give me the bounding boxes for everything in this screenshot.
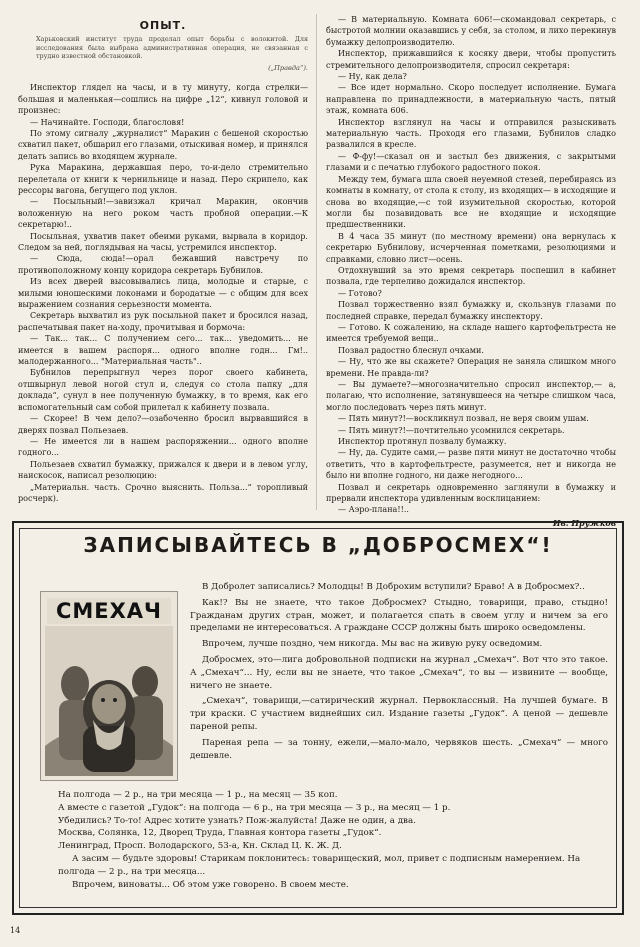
article-paragraph: Между тем, бумага шла своей неуемной стезей, перебираясь из комнаты в комнату, от стола к столу, из входящих— в исходящие и снова во входящие,—с той изумительной скоростью, которой могли бы позавидовать все не входящие и исходящие предшественники. <box>326 174 616 230</box>
article-paragraph: — В материальную. Комната 606!—скомандовал секретарь, с быстротой молнии оказавшись у себя, за столом, и лихо перекинув бумажку делопроизводителю. <box>326 15 616 47</box>
epigraph-source: („Правда“). <box>268 63 308 72</box>
article-paragraph: Позвал и секретарь одновременно заглянули в бумажку и прервали инспектора удивленным восклицанием: <box>326 482 616 504</box>
ad-paragraph: Как!? Вы не знаете, что такое Добросмех? Стыдно, товарищи, право, стыдно! Гражданам других стран, может, и полагается спать в своем углу и ничем за его пределами не интересоваться. А граждане СССР должны быть широко осведомлены. <box>190 597 608 634</box>
article-right-column <box>326 14 616 529</box>
ad-paragraph: Пареная репа — за тонну, ежели,—мало-мало, червяков шесть. „Смехач“ — много дешевле. <box>190 737 608 761</box>
article-signature: Ив. Пружков <box>552 517 616 528</box>
article-paragraph: Из всех дверей высовывались лица, молодые и старые, с милыми юношескими локонами и бородатые — с общим для всех выражением сознания серьезности момента. <box>18 277 308 310</box>
ad-paragraph: В Добролет записались? Молодцы! В Доброхим вступили? Браво! А в Добросмех?.. <box>202 582 585 592</box>
article-left-column <box>18 14 308 504</box>
article-paragraph: — Готово? <box>338 288 382 298</box>
article-paragraph: — Начинайте. Господи, благословя! <box>30 117 185 127</box>
cover-title: СМЕХАЧ <box>47 598 171 624</box>
article-paragraph: Польезаев схватил бумажку, прижался к двери и в левом углу, наискосок, написал резолюцию: <box>18 459 308 481</box>
article-paragraph: Инспектор взглянул на часы и отправился разыскивать материальную часть. Проходя его глазами, Бубнилов сладко развалился в кресле. <box>326 117 616 150</box>
article-paragraph: — Все идет нормально. Скоро последует исполнение. Бумага направлена по принадлежности, в материальную часть, пятый этаж, комната 606. <box>326 83 616 116</box>
article-paragraph: Отдохнувший за это время секретарь поспешил в кабинет позвала, где терпеливо дожидался инспектор. <box>326 265 616 287</box>
ad-line: Ленинград, Просп. Володарского, 53-а, Кн. Склад Ц. К. Ж. Д. <box>58 841 342 852</box>
article-paragraph: — Ну, как дела? <box>338 72 407 82</box>
article-paragraph: — Не имеется ли в нашем распоряжении... одного вполне годного... <box>18 436 308 458</box>
ad-subscription-info <box>58 789 608 891</box>
column-divider <box>316 14 317 510</box>
magazine-cover-illustration <box>40 591 178 781</box>
article-paragraph: — Ну, что же вы скажете? Операция не заняла слишком много времени. Не правда-ли? <box>326 357 616 378</box>
article-paragraph: — Так... так... С получением сего... так... уведомить... не имеется в вашем распоря... одного вполне годн... Гм!.. малодержанного... "Материальная часть".. <box>18 334 308 367</box>
article-paragraph: Бубнилов перепрыгнул через порог своего кабинета, отшвырнул левой ногой стул и, следуя со стола папку „для доклада“, сунул в нее полученную бумажку, в то время, как его вспомогательный сам собой прилетал к кабинету позвала. <box>18 368 308 412</box>
page-number: 14 <box>10 926 21 935</box>
article-paragraph: По этому сигналу „журналист“ Маракин с бешеной скоростью схватил пакет, обшарил его глазами, отыскивая номер, и принялся делать запись во входящем журнале. <box>18 128 308 161</box>
article-paragraph: Инспектор, прижавшийся к косяку двери, чтобы пропустить стремительного делопроизводителя, спросил секретаря: <box>326 49 616 70</box>
article-paragraph: Позвал радостно блеснул очками. <box>338 345 484 355</box>
ad-paragraph: Добросмех, это—лига добровольной подписки на журнал „Смехач“. Вот что это такое. А „Смехач“... Ну, если вы не знаете, что такое „Смехач“, то вы — извините — вообще, ничего не знаете. <box>190 654 608 691</box>
article-paragraph: Секретарь выхватил из рук посыльной пакет и бросился назад, распечатывая пакет на-ходу, прочитывая и бормоча: <box>18 311 308 332</box>
advertisement-box <box>12 521 624 915</box>
article-paragraph: В 4 часа 35 минут (по местному времени) она вернулась к секретарю Бубнилову, исчерченная пометками, резолюциями и справками, словно лист—осень. <box>326 231 616 264</box>
right-paragraphs <box>326 14 616 516</box>
ad-paragraph: Впрочем, лучше поздно, чем никогда. Мы вас на живую руку осведомим. <box>202 639 543 650</box>
article-paragraph: „Материальн. часть. Срочно выяснить. Польза...“ торопливый росчерк). <box>18 482 308 503</box>
ad-headline: ЗАПИСЫВАЙТЕСЬ В „ДОБРОСМЕХ“! <box>83 533 553 557</box>
article-paragraph: Посыльная, ухватив пакет обеими руками, вырвала в коридор. Следом за ней, поглядывая на часы, устремился инспектор. <box>18 231 308 252</box>
ad-line: Впрочем, виноваты... Об этом уже говорено. В своем месте. <box>72 879 349 890</box>
article-paragraph: — Пять минут?!—воскликнул позвал, не веря своим ушам. <box>338 414 589 424</box>
article-epigraph: Харьковский институт труда проделал опыт борьбы с волокитой. Для исследования была выбрана административная операция, не связанная с трудно известной обстановкой. <box>36 35 308 61</box>
article-paragraph: — Посыльный!—завизжал кричал Маракин, окончив воложенную на него роком часть пробной операции.—К секретарю!.. <box>18 197 308 230</box>
article-paragraph: — Готово. К сожалению, на складе нашего картофельтреста не имеется требуемой вещи.. <box>326 322 616 344</box>
article-paragraph: Рука Маракина, державшая перо, то-и-дело стремительно перелетала от книги к чернильнице и назад. Перо скрипело, как рессоры вагона, бегущего под уклон. <box>18 163 308 195</box>
article-paragraph: Инспектор протянул позвалу бумажку. <box>338 437 507 447</box>
ad-line: А вместе с газетой „Гудок“: на полгода — 6 р., на три месяца — 3 р., на месяц — 1 р. <box>58 802 451 813</box>
article-paragraph: — Ну, да. Судите сами,— разве пяти минут не достаточно чтобы ответить, что в картофельтресте, разумеется, нет и никогда не было ни вполне годного, ни даже негодного... <box>326 448 616 481</box>
ad-line: На полгода — 2 р., на три месяца — 1 р., на месяц — 35 коп. <box>58 790 338 800</box>
article-paragraph: — Пять минут?!—почтительно усомнился секретарь. <box>338 425 565 435</box>
ad-line: Москва, Солянка, 12, Дворец Труда, Главная контора газеты „Гудок“. <box>58 828 382 839</box>
ad-paragraph: „Смехач“, товарищи,—сатирический журнал. Первоклассный. На лучшей бумаге. В три краски. С участием виднейших сил. Издание газеты „Гудок“. А ценой — дешевле пареной репы. <box>190 696 608 732</box>
ad-body-text <box>190 581 608 765</box>
article-paragraph: — Скорее! В чем дело?—озабоченно бросил вырвавшийся в дверях позвал Польезаев. <box>18 414 308 435</box>
article-paragraph: — Ф-фу!—сказал он и застыл без движения, с закрытыми глазами и с печатью глубокого радостного покоя. <box>326 151 616 173</box>
article-title: ОПЫТ. <box>139 19 187 32</box>
article-paragraph: — Вы думаете?—многозначительно спросил инспектор,— а, полагаю, что исполнение, затянувшееся на четыре слишком часа, могло последовать через пять минут. <box>326 380 616 412</box>
left-paragraphs <box>18 82 308 504</box>
article-paragraph: — Сюда, сюда!—орал бежавший навстречу по противоположному концу коридора секретарь Бубнилов. <box>18 254 308 275</box>
cover-artwork <box>45 626 173 776</box>
article-paragraph: — Аэро-плана!!.. <box>338 505 409 515</box>
article-paragraph: Инспектор глядел на часы, и в ту минуту, когда стрелки— большая и маленькая—сошлись на цифре „12“, кивнул головой и произнес: <box>18 83 308 116</box>
ad-line: Убедились? То-то! Адрес хотите узнать? Пож-жалуйста! Даже не один, а два. <box>58 815 416 826</box>
article-paragraph: Позвал торжественно взял бумажку и, скользнув глазами по последней справке, передал бумажку инспектору. <box>326 300 616 321</box>
ad-line: А засим — будьте здоровы! Старикам поклонитесь: товарищеский, мол, привет с подписным намерением. На полгода — 2 р., на три месяца... <box>58 853 581 877</box>
